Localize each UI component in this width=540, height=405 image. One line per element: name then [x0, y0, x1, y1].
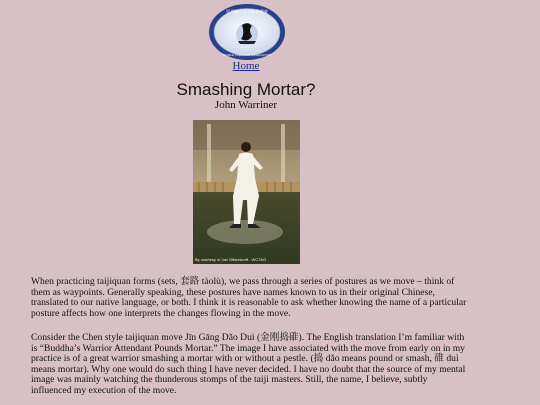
article-photo: [193, 120, 300, 264]
author-name: John Warriner: [214, 99, 278, 111]
home-link[interactable]: Home: [232, 60, 260, 72]
photo-caption: By courtesy of Jan Silberstorff - WCTAG: [195, 257, 267, 262]
page-title: Smashing Mortar?: [176, 80, 316, 99]
article-paragraph: Consider the Chen style taijiquan move Jīn Gāng Dǎo Duì (金刚捣碓). The English translation I’m familiar with is “Buddha’s Warrior Attendant Pounds Mortar.” The image I have associated with the move from early on in my practice is of a great warrior smashing a mortar with or without a pestle. (捣 dǎo means pound or smash, 碓 duì means mortar). Why one would do such thing I have never decided. I have no doubt that the source of my mental image was mainly watching the thunderous stomps of the taiji masters. Still, the name, I believe, subtly influenced my execution of the move.: [31, 332, 466, 396]
svg-text:世界陳小旺太極拳總會: 世界陳小旺太極拳總會: [226, 9, 268, 14]
svg-text:WORLD TAIJIQUAN ASSOCIATION: WORLD TAIJIQUAN ASSOCIATION: [222, 53, 272, 57]
article-paragraph: When practicing taijiquan forms (sets, 套路 tàolù), we pass through a series of postures as we move – think of them as waypoints. Generally speaking, these postures have names known to us in their original Chinese, translated to our native language, or both. I think it is reasonable to ask whether knowing the name of a particular posture affects how one interprets the changes flowing in the move.: [31, 276, 467, 319]
tai-chi-emblem-icon[interactable]: [208, 3, 286, 61]
photo-illustration: [193, 120, 300, 264]
